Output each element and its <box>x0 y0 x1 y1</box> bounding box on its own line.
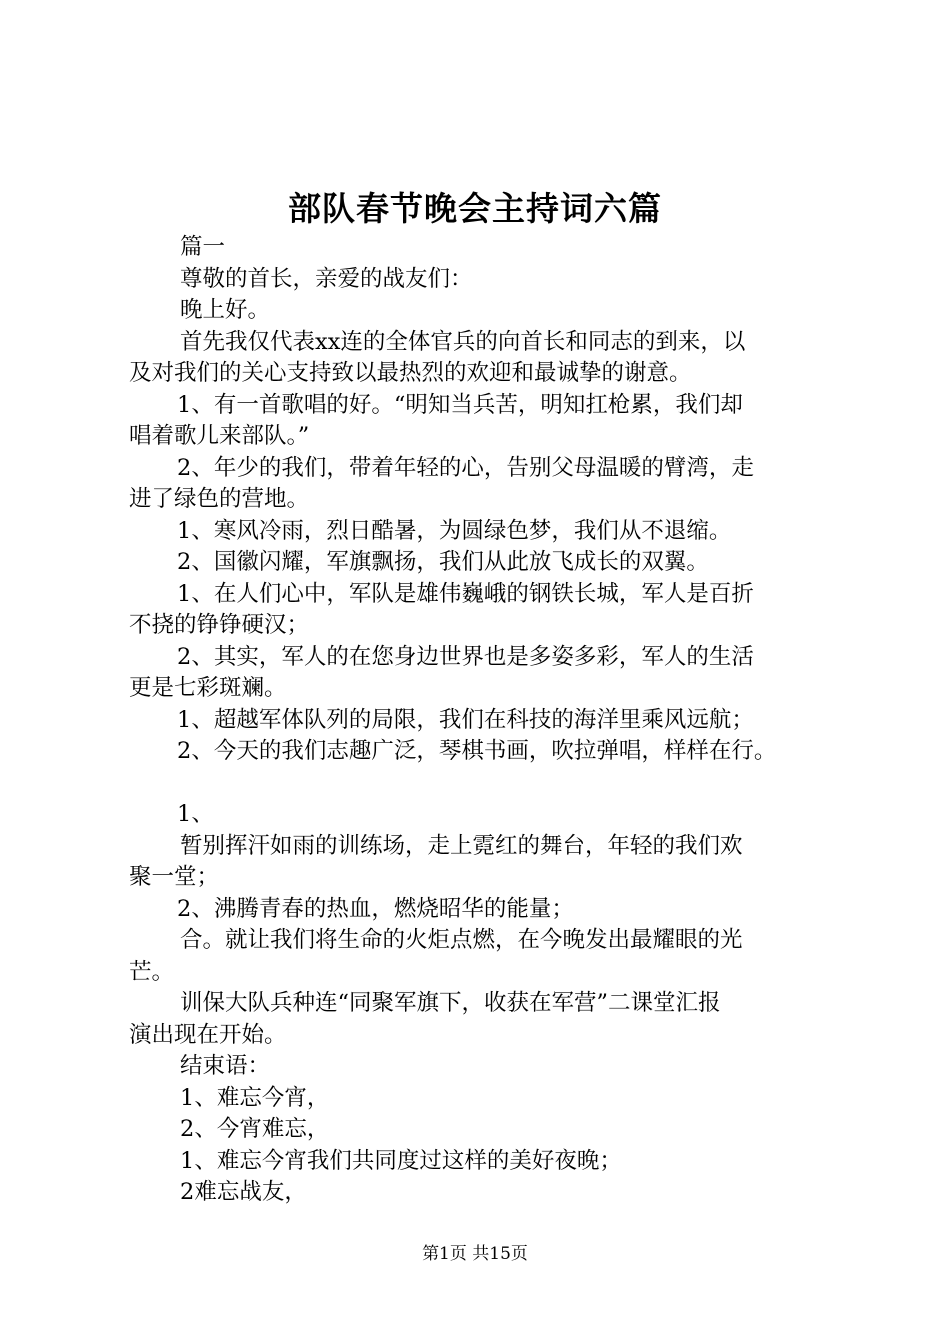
paragraph-line: 2、国徽闪耀，军旗飘扬，我们从此放飞成长的双翼。 <box>177 549 709 575</box>
blank-line <box>129 768 849 800</box>
paragraph-line: 2、年少的我们，带着年轻的心，告别父母温暖的臂湾，走 <box>177 454 754 481</box>
paragraph-line: 2、今宵难忘， <box>180 1116 330 1142</box>
page-footer: 第1页 共15页 <box>422 1244 528 1264</box>
paragraph-line: 演出现在开始。 <box>129 1021 287 1048</box>
paragraph-line: 1、在人们心中，军队是雄伟巍峨的钢铁长城，军人是百折 <box>177 580 754 607</box>
greeting: 晚上好。 <box>180 297 271 323</box>
paragraph-line: 及对我们的关心支持致以最热烈的欢迎和最诚挚的谢意。 <box>129 360 692 386</box>
paragraph-line: 聚一堂； <box>129 864 220 890</box>
paragraph-line: 1、寒风冷雨，烈日酷暑，为圆绿色梦，我们从不退缩。 <box>177 517 732 544</box>
paragraph-line: 2难忘战友， <box>180 1179 307 1205</box>
paragraph-line: 芒。 <box>129 958 175 985</box>
paragraph-line: 暂别挥汗如雨的训练场，走上霓红的舞台，年轻的我们欢 <box>180 832 743 859</box>
salutation: 尊敬的首长，亲爱的战友们： <box>180 265 473 292</box>
paragraph-line: 1、有一首歌唱的好。“明知当兵苦，明知扛枪累，我们却 <box>177 391 743 418</box>
paragraph-line: 2、沸腾青春的热血，燃烧昭华的能量； <box>177 895 574 922</box>
paragraph-line: 1、难忘今宵， <box>180 1084 330 1111</box>
paragraph-line: 合。就让我们将生命的火炬点燃，在今晚发出最耀眼的光 <box>180 927 743 953</box>
paragraph-line: 2、其实，军人的在您身边世界也是多姿多彩，军人的生活 <box>177 643 754 670</box>
paragraph-line: 1、超越军体队列的局限，我们在科技的海洋里乘风远航； <box>177 706 754 733</box>
paragraph-line: 唱着歌儿来部队。” <box>129 423 310 449</box>
document-body <box>129 232 849 1209</box>
paragraph-line: 进了绿色的营地。 <box>129 486 310 512</box>
paragraph-line: 1、难忘今宵我们共同度过这样的美好夜晚； <box>180 1147 622 1174</box>
paragraph-line: 不挠的铮铮硬汉； <box>129 612 310 638</box>
section-heading: 篇一 <box>180 234 226 260</box>
paragraph-line: 训保大队兵种连“同聚军旗下，收获在军营”二课堂汇报 <box>180 990 721 1016</box>
paragraph-line: 更是七彩斑斓。 <box>129 675 287 701</box>
paragraph-line: 首先我仅代表xx连的全体官兵的向首长和同志的到来，以 <box>180 328 746 355</box>
closing-heading: 结束语： <box>180 1053 271 1079</box>
paragraph-line: 2、今天的我们志趣广泛，琴棋书画，吹拉弹唱，样样在行。 <box>177 738 777 764</box>
document-title: 部队春节晚会主持词六篇 <box>288 189 662 228</box>
paragraph-line: 1、 <box>177 801 214 827</box>
